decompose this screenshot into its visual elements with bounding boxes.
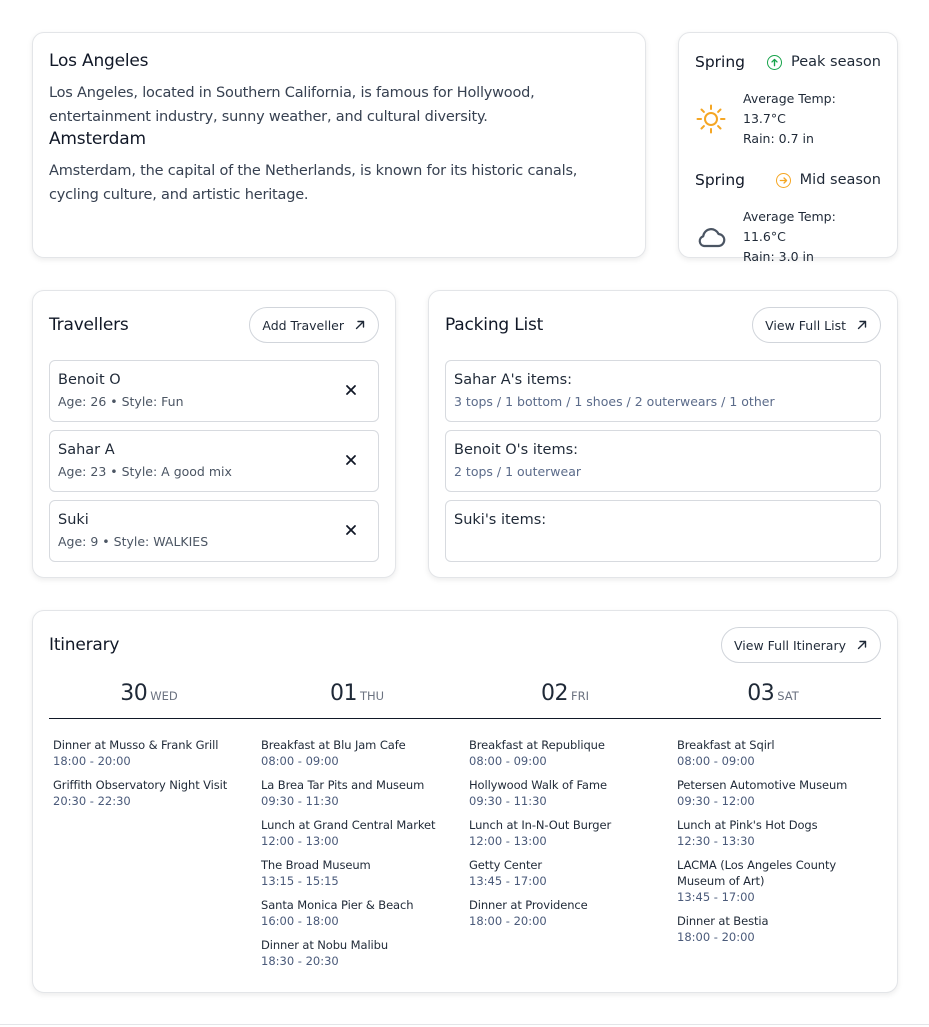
view-full-itinerary-label: View Full Itinerary — [734, 637, 846, 653]
itinerary-event[interactable] — [469, 777, 667, 809]
event-time: 09:30 - 11:30 — [469, 794, 547, 808]
day-number: 01 — [329, 681, 357, 706]
close-icon[interactable] — [344, 523, 358, 537]
arrow-up-right-icon — [856, 639, 868, 651]
packing-list-title: Packing List — [445, 315, 544, 335]
packing-item[interactable] — [445, 430, 881, 492]
packing-owner: Sahar A's items: — [454, 372, 573, 388]
itinerary-title: Itinerary — [49, 635, 120, 655]
day-weekday: SAT — [777, 689, 799, 703]
cloud-icon — [695, 221, 727, 253]
event-time: 08:00 - 09:00 — [677, 754, 755, 768]
avg-temp: Average Temp: 13.7°C — [743, 91, 836, 126]
itinerary-event[interactable] — [677, 777, 875, 809]
arrow-right-circle-icon — [776, 173, 791, 188]
itinerary-event[interactable] — [53, 777, 251, 809]
event-name: Griffith Observatory Night Visit — [53, 778, 228, 792]
destination-amsterdam — [49, 129, 629, 207]
traveller-item — [49, 360, 379, 422]
traveller-item — [49, 430, 379, 492]
packing-summary: 2 tops / 1 outerwear — [454, 464, 582, 479]
travellers-title: Travellers — [49, 315, 129, 335]
weather-block-amsterdam — [695, 169, 881, 267]
event-name: Dinner at Nobu Malibu — [261, 938, 389, 952]
destination-name: Los Angeles — [49, 51, 149, 71]
view-full-list-button[interactable] — [752, 307, 881, 343]
destination-description: Amsterdam, the capital of the Netherlands, is known for its historic canals, cycling culture, and artistic heritage. — [49, 163, 578, 203]
day-number: 02 — [541, 681, 568, 706]
itinerary-event[interactable] — [53, 737, 251, 769]
event-name: Santa Monica Pier & Beach — [261, 898, 414, 912]
season-status — [776, 172, 881, 188]
itinerary-event[interactable] — [261, 857, 459, 889]
add-traveller-button[interactable] — [249, 307, 379, 343]
event-name: Dinner at Providence — [469, 898, 588, 912]
traveller-name: Benoit O — [58, 372, 121, 388]
destination-name: Amsterdam — [49, 129, 146, 149]
itinerary-columns — [49, 737, 881, 977]
view-full-itinerary-button[interactable] — [721, 627, 881, 663]
itinerary-event[interactable] — [261, 937, 459, 969]
day-column — [673, 737, 881, 977]
event-time: 08:00 - 09:00 — [469, 754, 547, 768]
event-name: Dinner at Bestia — [677, 914, 769, 928]
rain-amount: Rain: 3.0 in — [743, 249, 814, 264]
day-number: 30 — [120, 681, 148, 706]
day-weekday: THU — [359, 689, 385, 703]
rain-amount: Rain: 0.7 in — [743, 131, 814, 146]
day-column — [465, 737, 673, 977]
event-time: 18:00 - 20:00 — [677, 930, 755, 944]
event-time: 18:00 - 20:00 — [469, 914, 547, 928]
itinerary-event[interactable] — [677, 913, 875, 945]
season-status-label: Peak season — [790, 54, 881, 70]
traveller-name: Sahar A — [58, 442, 115, 458]
day-weekday: WED — [150, 689, 178, 703]
destinations-card — [32, 32, 646, 258]
close-icon[interactable] — [344, 453, 358, 467]
event-time: 18:30 - 20:30 — [261, 954, 339, 968]
day-column — [257, 737, 465, 977]
weather-block-la — [695, 51, 881, 149]
weather-card — [678, 32, 898, 264]
day-heading — [673, 681, 881, 718]
event-time: 13:45 - 17:00 — [469, 874, 547, 888]
event-time: 20:30 - 22:30 — [53, 794, 131, 808]
packing-owner: Benoit O's items: — [454, 442, 579, 458]
event-time: 18:00 - 20:00 — [53, 754, 131, 768]
itinerary-event[interactable] — [469, 857, 667, 889]
event-name: LACMA (Los Angeles County Museum of Art) — [677, 858, 837, 888]
itinerary-event[interactable] — [469, 737, 667, 769]
event-name: Hollywood Walk of Fame — [469, 778, 607, 792]
traveller-item — [49, 500, 379, 562]
event-time: 08:00 - 09:00 — [261, 754, 339, 768]
travellers-card — [32, 290, 396, 578]
traveller-name: Suki — [58, 512, 89, 528]
packing-summary: 3 tops / 1 bottom / 1 shoes / 2 outerwears / 1 other — [454, 394, 775, 409]
sun-icon — [695, 103, 727, 135]
view-full-list-label: View Full List — [765, 317, 846, 333]
destination-description: Los Angeles, located in Southern California, is famous for Hollywood, entertainment industry, sunny weather, and cultural diversity. — [49, 85, 535, 125]
day-heading — [49, 681, 257, 718]
add-traveller-label: Add Traveller — [262, 317, 344, 333]
day-heading — [465, 681, 673, 718]
season-label: Spring — [695, 53, 746, 71]
event-time: 12:00 - 13:00 — [469, 834, 547, 848]
itinerary-event[interactable] — [261, 817, 459, 849]
packing-owner: Suki's items: — [454, 512, 547, 528]
itinerary-card — [32, 610, 898, 993]
event-name: The Broad Museum — [261, 858, 371, 872]
event-name: La Brea Tar Pits and Museum — [261, 778, 425, 792]
packing-item[interactable] — [445, 500, 881, 562]
itinerary-event[interactable] — [261, 737, 459, 769]
event-name: Petersen Automotive Museum — [677, 778, 848, 792]
destination-la — [49, 51, 629, 129]
day-heading — [257, 681, 465, 718]
itinerary-event[interactable] — [469, 897, 667, 929]
event-time: 12:30 - 13:30 — [677, 834, 755, 848]
event-time: 12:00 - 13:00 — [261, 834, 339, 848]
close-icon[interactable] — [344, 383, 358, 397]
itinerary-event[interactable] — [677, 817, 875, 849]
arrow-up-circle-icon — [767, 55, 782, 70]
season-label: Spring — [695, 171, 746, 189]
itinerary-day-header — [49, 681, 881, 719]
packing-list-card — [428, 290, 898, 578]
event-time: 13:15 - 15:15 — [261, 874, 339, 888]
event-name: Breakfast at Republique — [469, 738, 605, 752]
event-name: Breakfast at Blu Jam Cafe — [261, 738, 406, 752]
packing-item[interactable] — [445, 360, 881, 422]
event-time: 09:30 - 12:00 — [677, 794, 755, 808]
arrow-up-right-icon — [856, 319, 868, 331]
event-name: Getty Center — [469, 858, 542, 872]
event-time: 13:45 - 17:00 — [677, 890, 755, 904]
traveller-details: Age: 9 • Style: WALKIES — [58, 534, 209, 549]
event-name: Dinner at Musso & Frank Grill — [53, 738, 219, 752]
itinerary-event[interactable] — [261, 897, 459, 929]
event-time: 16:00 - 18:00 — [261, 914, 339, 928]
avg-temp: Average Temp: 11.6°C — [743, 209, 836, 244]
arrow-up-right-icon — [354, 319, 366, 331]
event-name: Lunch at In-N-Out Burger — [469, 818, 612, 832]
event-name: Lunch at Grand Central Market — [261, 818, 436, 832]
event-name: Breakfast at Sqirl — [677, 738, 775, 752]
traveller-details: Age: 26 • Style: Fun — [58, 394, 184, 409]
day-weekday: FRI — [571, 689, 589, 703]
itinerary-event[interactable] — [469, 817, 667, 849]
day-column — [49, 737, 257, 977]
itinerary-event[interactable] — [677, 857, 875, 905]
traveller-details: Age: 23 • Style: A good mix — [58, 464, 232, 479]
season-status-label: Mid season — [799, 172, 881, 188]
day-number: 03 — [747, 681, 775, 706]
event-name: Lunch at Pink's Hot Dogs — [677, 818, 818, 832]
season-status — [767, 54, 881, 70]
itinerary-event[interactable] — [677, 737, 875, 769]
itinerary-event[interactable] — [261, 777, 459, 809]
event-time: 09:30 - 11:30 — [261, 794, 339, 808]
footer-divider — [0, 1024, 929, 1025]
